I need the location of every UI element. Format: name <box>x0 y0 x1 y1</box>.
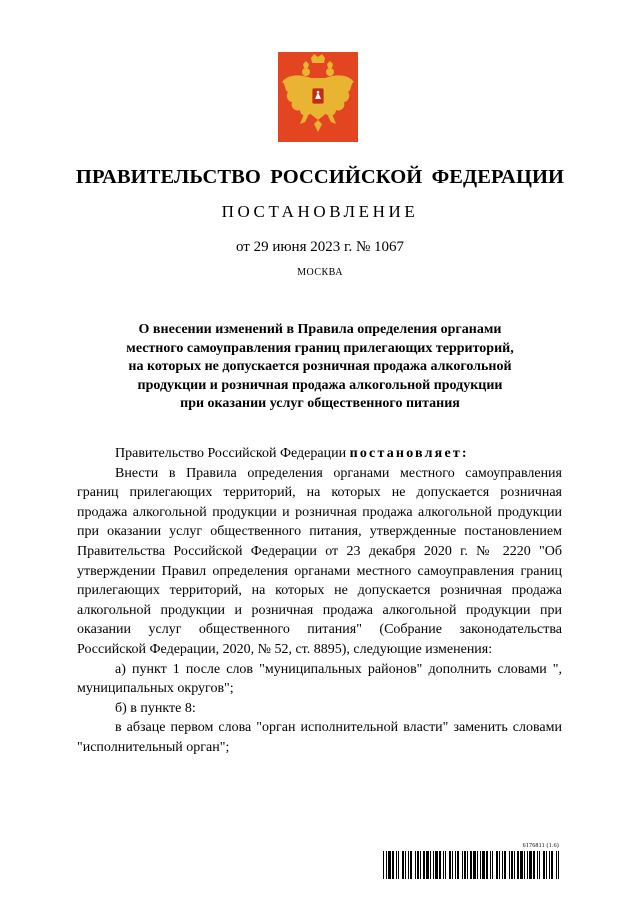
title-line: при оказании услуг общественного питания <box>180 396 460 411</box>
document-type: ПОСТАНОВЛЕНИЕ <box>221 202 419 221</box>
document-body <box>77 444 562 758</box>
document-title <box>100 321 540 414</box>
barcode-number: 6176811 (1.6) <box>522 843 559 849</box>
intro-text: Правительство Российской Федерации <box>115 446 350 461</box>
barcode-icon <box>383 851 559 879</box>
date-and-number: от 29 июня 2023 г. № 1067 <box>235 239 405 255</box>
barcode-block <box>383 843 559 879</box>
city: МОСКВА <box>297 267 343 278</box>
intro-paragraph <box>77 444 562 464</box>
paragraph-item-b: б) в пункте 8: <box>115 700 196 716</box>
title-line: продукции и розничная продажа алкогольной продукции <box>137 377 503 393</box>
resolves-word: постановляет: <box>349 446 469 461</box>
paragraph-main: Внести в Правила определения органами местного самоуправления границ прилегающих территорий, на которых не допускается розничная продажа алкогольной продукции и розничная продажа алкогольной продукции при оказании услуг общественного питания, утвержденные постановлением Правительства Российской Федерации от 23 декабря 2020 г. № 2220 "Об утверждении Правил определения органами местного самоуправления границ прилегающих территорий, на которых не допускается розничная продажа алкогольной продукции и розничная продажа алкогольной продукции при оказании услуг общественного питания" (Собрание законодательства Российской Федерации, 2020, № 52, ст. 8895), следующие изменения: <box>77 465 562 657</box>
title-line: О внесении изменений в Правила определения органами <box>138 322 502 337</box>
title-line: на которых не допускается розничная продажа алкогольной <box>128 359 512 374</box>
russian-coat-of-arms-icon <box>278 52 358 142</box>
paragraph-first-subparagraph: в абзаце первом слова "орган исполнительной власти" заменить словами "исполнительный орган"; <box>77 720 562 755</box>
government-heading: ПРАВИТЕЛЬСТВО РОССИЙСКОЙ ФЕДЕРАЦИИ <box>75 166 565 188</box>
paragraph-item-a: а) пункт 1 после слов "муниципальных районов" дополнить словами ", муниципальных округов"; <box>77 661 562 697</box>
title-line: местного самоуправления границ прилегающих территорий, <box>126 340 514 356</box>
